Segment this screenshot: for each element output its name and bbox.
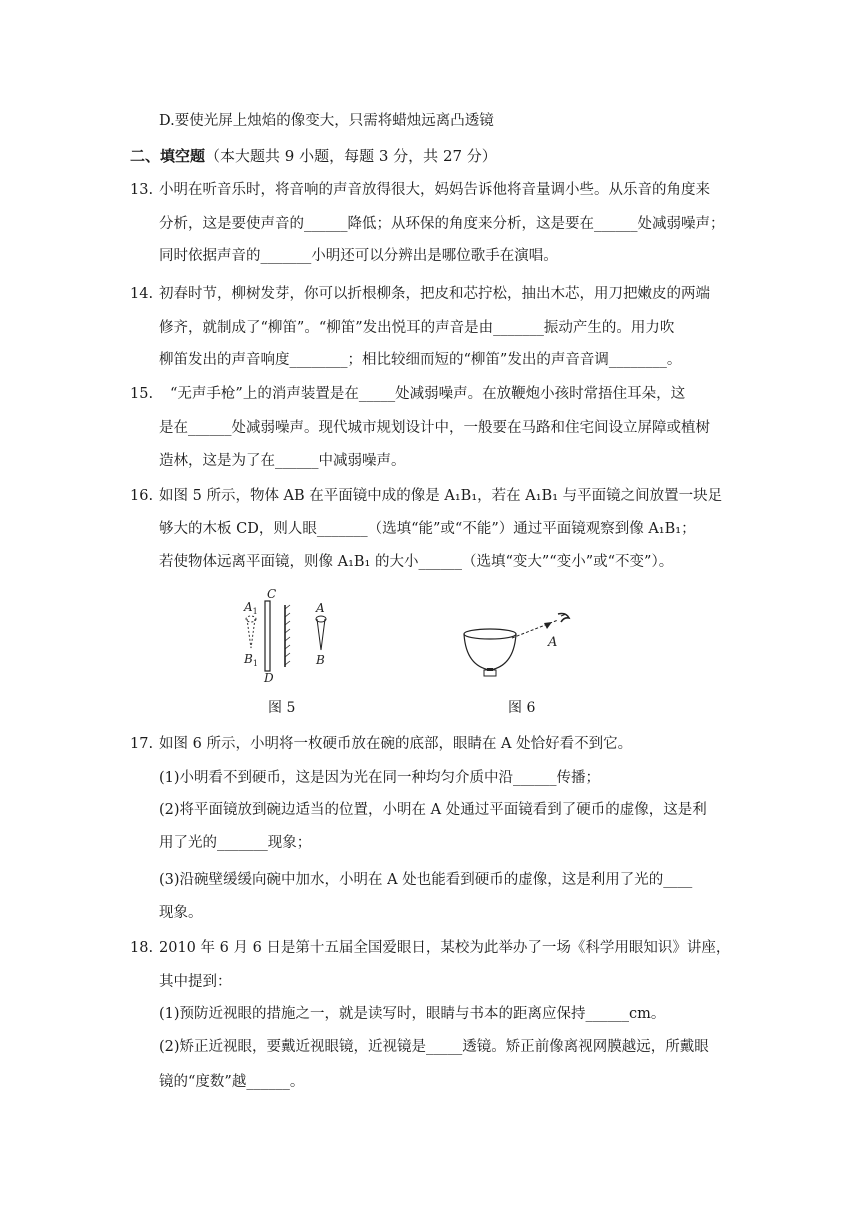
label-b1: $B_1$ xyxy=(244,652,258,668)
label-a1: $A_1$ xyxy=(244,600,258,616)
question-line: (1)小明看不到硬币，这是因为光在同一种均匀介质中沿______传播； xyxy=(159,770,601,786)
question-line: 小明在听音乐时，将音响的声音放得很大，妈妈告诉他将音量调小些。从乐音的角度来 xyxy=(159,182,710,198)
coin xyxy=(487,668,493,671)
question-line: 如图 6 所示，小明将一枚硬币放在碗的底部，眼睛在 A 处恰好看不到它。 xyxy=(159,736,633,752)
question-line: 初春时节，柳树发芽，你可以折根柳条，把皮和芯拧松，抽出木芯，用刀把嫩皮的两端 xyxy=(159,286,710,302)
label-d: D xyxy=(264,671,274,685)
question-line: (2)将平面镜放到碗边适当的位置，小明在 A 处通过平面镜看到了硬币的虚像，这是利 xyxy=(159,802,707,818)
question-line: (1)预防近视眼的措施之一，就是读写时，眼睛与书本的距离应保持______cm。 xyxy=(159,1006,666,1022)
label-a: A xyxy=(548,635,558,650)
question-number: 15. xyxy=(130,386,154,402)
question-number: 17. xyxy=(130,736,154,752)
label-b: B xyxy=(316,653,325,667)
question-line: 造林，这是为了在______中减弱噪声。 xyxy=(159,453,406,469)
section-note: （本大题共 9 小题，每题 3 分，共 27 分） xyxy=(205,147,497,165)
virtual-image-left-edge xyxy=(247,619,251,648)
figure-6-caption: 图 6 xyxy=(508,700,536,716)
question-line: 柳笛发出的声音响度________；相比较细而短的“柳笛”发出的声音音调________。 xyxy=(159,352,682,368)
virtual-image-right-edge xyxy=(251,619,255,648)
question-line: 够大的木板 CD，则人眼_______（选填“能”或“不能”）通过平面镜观察到像 A₁B₁； xyxy=(159,521,696,537)
label-c: C xyxy=(267,587,277,601)
label-a: A xyxy=(316,601,325,615)
question-number: 16. xyxy=(130,488,154,504)
question-line: 是在______处减弱噪声。现代城市规划设计中，一般要在马路和住宅间设立屏障或植树 xyxy=(159,420,710,436)
question-line: (2)矫正近视眼，要戴近视眼镜，近视镜是_____透镜。矫正前像离视网膜越远，所戴眼 xyxy=(159,1039,709,1055)
question-number: 13. xyxy=(130,182,154,198)
previous-option-d: D.要使光屏上烛焰的像变大，只需将蜡烛远离凸透镜 xyxy=(159,113,494,129)
question-line: “无声手枪”上的消声装置是在_____处减弱噪声。在放鞭炮小孩时常捂住耳朵，这 xyxy=(170,386,686,402)
question-number: 14. xyxy=(130,286,154,302)
figure-6-diagram xyxy=(462,608,582,688)
question-line: 同时依据声音的_______小明还可以分辨出是哪位歌手在演唱。 xyxy=(159,248,558,264)
question-line: 用了光的_______现象； xyxy=(159,835,312,851)
question-line: 分析，这是要使声音的______降低；从环保的角度来分析，这是要在______处减弱噪声； xyxy=(159,216,725,232)
question-line: 镜的“度数”越______。 xyxy=(159,1074,305,1090)
question-line: 其中提到： xyxy=(159,974,232,990)
question-line: (3)沿碗壁缓缓向碗中加水，小明在 A 处也能看到硬币的虚像，这是利用了光的____ xyxy=(159,872,693,888)
object-right-edge xyxy=(321,619,325,650)
figure-5-diagram xyxy=(235,585,355,685)
question-number: 18. xyxy=(130,940,154,956)
figure-5-caption: 图 5 xyxy=(268,700,296,716)
question-line: 修齐，就制成了“柳笛”。“柳笛”发出悦耳的声音是由_______振动产生的。用力吹 xyxy=(159,320,675,336)
object-left-edge xyxy=(317,619,321,650)
bowl-rim xyxy=(464,629,516,639)
question-line: 若使物体远离平面镜，则像 A₁B₁ 的大小______（选填“变大”“变小”或“不变”）。 xyxy=(159,554,674,570)
question-line: 如图 5 所示，物体 AB 在平面镜中成的像是 A₁B₁，若在 A₁B₁ 与平面镜之间放置一块足 xyxy=(159,488,723,504)
question-line: 现象。 xyxy=(159,905,203,921)
question-line: 2010 年 6 月 6 日是第十五届全国爱眼日，某校为此举办了一场《科学用眼知识》讲座， xyxy=(159,940,731,956)
section-title: 二、填空题 xyxy=(130,147,206,165)
board-cd xyxy=(265,601,270,671)
section-heading xyxy=(130,145,497,167)
